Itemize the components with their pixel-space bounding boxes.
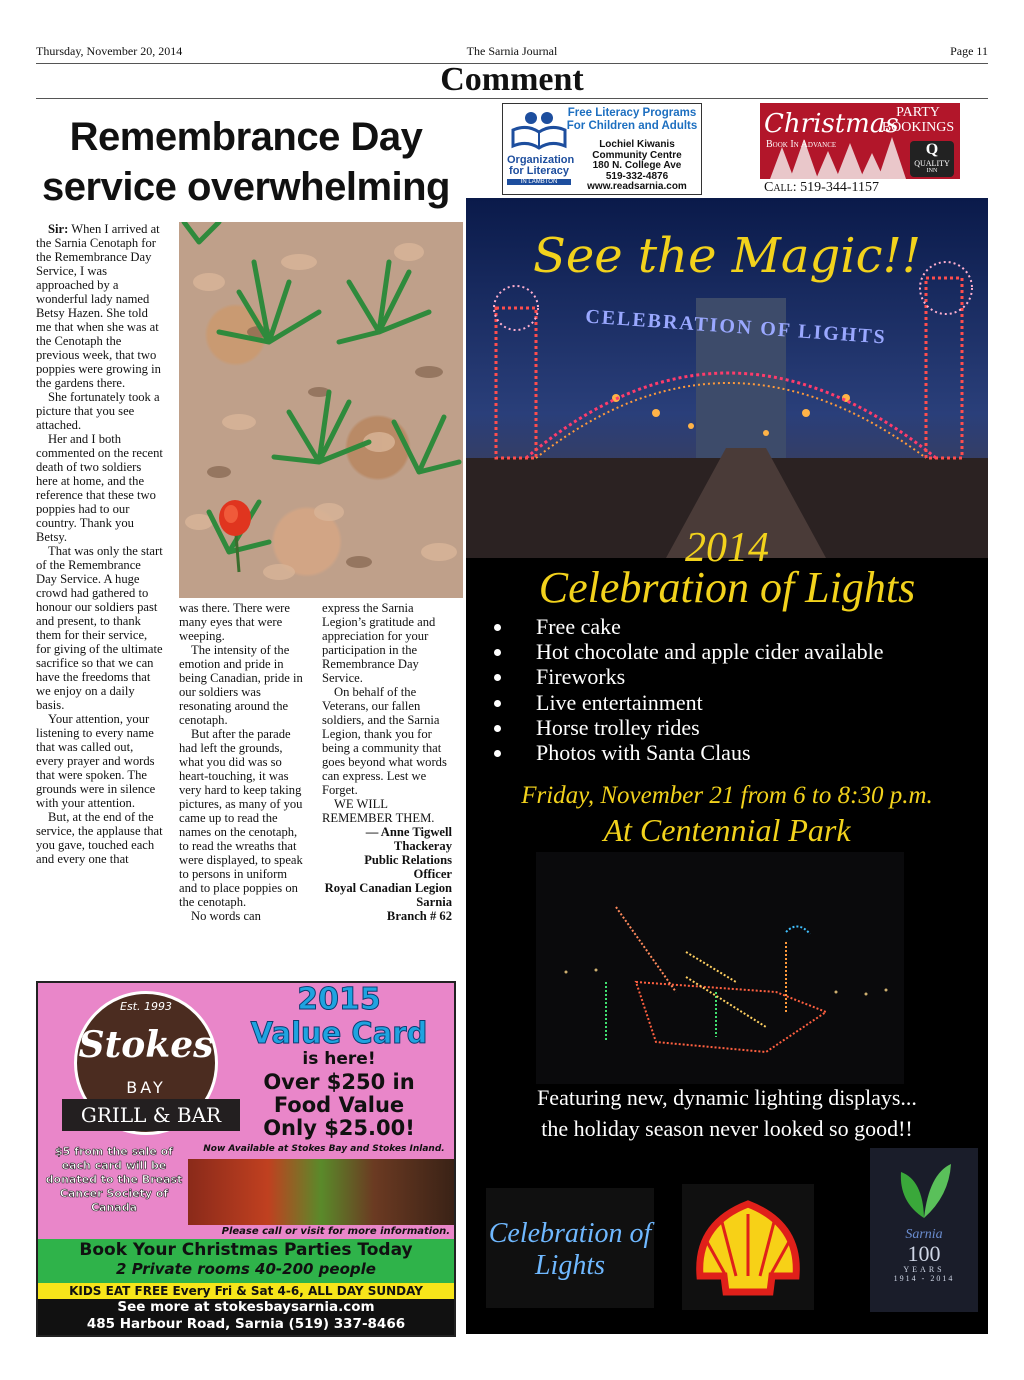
paragraph: When I arrived at the Sarnia Cenotaph for the Remembrance Day Service, I was approached by a wonderful lady named Betsy Hazen. She told me that when she was at the Cenotaph the previous week, that two poppies were growing in the gardens there. [36,222,161,390]
quality-inn-q-icon: Q [925,141,939,158]
christmas-phone: Call: 519-344-1157 [764,180,879,195]
section-rule [36,98,988,99]
offer-line: Over $250 in [263,1070,415,1094]
article-headline [36,112,456,212]
shell-icon [682,1184,814,1310]
party-bookings [878,105,958,135]
paragraph: express the Sarnia Legion’s gratitude and appreciation for your participation in the Remembrance Day Service. [322,601,436,685]
article-column-2 [179,601,307,923]
address-line: Lochiel Kiwanis [599,139,675,150]
arch-sign: CELEBRATION OF LIGHTS [584,305,888,349]
list-item: • Photos with Santa Claus [514,740,988,765]
kids-eat-free-banner: KIDS EAT FREE Every Fri & Sat 4-6, ALL DAY SUNDAY [38,1283,454,1299]
christmas-parties-banner [38,1239,454,1283]
value-card-year: 2015 [297,982,381,1017]
literacy-logo [507,108,575,190]
literacy-phone: 519-332-4876 [605,170,669,182]
list-item: • Fireworks [514,664,988,689]
section-title: Comment [440,61,584,98]
grill-and-bar-banner: GRILL & BAR [62,1099,240,1131]
feature-text [466,1082,988,1144]
address-line: Community Centre [592,149,682,161]
event-location: At Centennial Park [603,812,851,848]
literacy-website: www.readsarnia.com [587,181,687,192]
paragraph: No words can [191,909,261,923]
donation-note: $5 from the sale of each card will be donated to the Breast Cancer Society of Canada [45,1145,183,1214]
christmas-banner [760,103,960,179]
paragraph: Your attention, your listening to every name that was called out, every prayer and words that were spoken. The grounds were in silence with your attention. [36,712,156,810]
logo-line: for Literacy [509,165,569,177]
event-year: 2014 [685,525,769,571]
address-line: 180 N. College Ave [592,160,682,171]
logo-text: Celebration of Lights [488,1218,652,1281]
article-column-3 [322,601,452,923]
paragraph: was there. There were many eyes that were weeping. [179,601,290,643]
celebration-of-lights-logo [486,1188,654,1308]
event-name: Celebration of Lights [538,563,916,612]
list-item: • Horse trolley rides [514,715,988,740]
bookings-label: BOOKINGS [881,120,955,135]
signature-line: Branch # 62 [386,909,452,923]
list-item: • Live entertainment [514,690,988,715]
offer-line: Only $25.00! [263,1116,415,1140]
stokes-website: See more at stokesbaysarnia.com [117,1299,375,1315]
paragraph: WE WILL REMEMBER THEM. [322,797,435,825]
list-item: • Hot chocolate and apple cider available [514,639,988,664]
literacy-ad[interactable] [502,103,702,195]
poppies-photo-graphic [179,222,463,598]
paragraph: The intensity of the emotion and pride in being Canadian, pride in our soldiers was resonating around the cenotaph. [179,643,303,727]
rooms-line: 2 Private rooms 40-200 people [116,1260,376,1278]
headline-line-2: service overwhelming [42,165,450,209]
quality-inn-logo [910,141,954,177]
leaf-icon [879,1152,969,1222]
logo-text: 100 [907,1241,941,1266]
literacy-title-line: Free Literacy Programs [567,107,697,119]
stokes-address: 485 Harbour Road, Sarnia (519) 337-8466 [86,1316,406,1332]
logo-text: Sarnia [905,1227,943,1242]
stokes-est: Est. 1993 [120,1000,172,1013]
paragraph: That was only the start of the Remembrance Day Service. A huge crowd had gathered to honour our soldiers past and present, to thank them for their service, for giving of the ultimate sacrifice so that we can have the freedoms that we enjoy on a daily basis. [36,544,163,712]
offer-line: Food Value [273,1093,405,1117]
feature-line: the holiday season never looked so good!! [541,1116,913,1141]
event-features-list [490,614,988,765]
christmas-party-ad[interactable] [760,103,960,199]
signature-line: Public Relations [364,853,452,867]
more-info-note: Please call or visit for more information. [221,1226,450,1237]
signature-line: Thackeray [393,839,452,853]
stokes-bay-ad[interactable] [36,981,456,1337]
event-date: Friday, November 21 from 6 to 8:30 p.m. [521,782,933,809]
party-label: PARTY [896,105,940,120]
paragraph: Her and I both commented on the recent death of two soldiers here at home, and the reference that these two poppies had to our country. Thank you Betsy. [36,432,163,544]
list-item: • Free cake [514,614,988,639]
ship-light-display-photo [536,852,904,1084]
paragraph: But, at the end of the service, the applause that you gave, touched each and every one that [36,810,163,866]
shell-logo [682,1184,814,1310]
brand-line: QUALITY [914,159,950,168]
headline-line-1: Remembrance Day [69,115,423,159]
paper-name: The Sarnia Journal [466,44,558,58]
paragraph: On behalf of the Veterans, our fallen soldiers, and the Sarnia Legion, thank you for being a community that goes beyond what words can express. Lest we Forget. [322,685,447,797]
availability-note: Now Available at Stokes Bay and Stokes Inland. [203,1144,445,1154]
paragraph: But after the parade had left the grounds, what you did was so heart-touching, it was very hard to keep taking pictures, as many of you came up to read the names on the cenotaph, to read the wreaths that were displayed, to speak to persons in uniform and to place poppies on the cenotaph. [179,727,303,909]
celebration-of-lights-ad[interactable] [466,198,988,1334]
poppies-photo [179,222,463,598]
value-card-title: Value Card [250,1016,428,1050]
logo-text: 1914 - 2014 [893,1274,955,1283]
stokes-bay-word: BAY [126,1078,166,1097]
brand-line: INN [926,168,938,174]
signature [322,825,452,923]
literacy-address [577,140,697,193]
literacy-title-line: For Children and Adults [566,120,698,132]
stokes-contact [38,1299,454,1335]
signature-line: Officer [413,867,452,881]
parties-line: Book Your Christmas Parties Today [79,1240,413,1260]
food-photos [188,1159,454,1225]
signature-line: Royal Canadian Legion Sarnia [324,881,452,909]
feature-line: Featuring new, dynamic lighting displays... [537,1085,917,1110]
sarnia-100-logo [870,1148,978,1312]
literacy-title [565,107,699,133]
article-column-1 [36,222,164,866]
logo-line: IN LAMBTON [507,179,571,185]
logo-line: Organization [507,154,575,166]
logo-text: YEARS [903,1265,945,1274]
value-card-is-here: is here! [302,1049,376,1069]
issue-date: Thursday, November 20, 2014 [36,44,183,58]
signature-line: — Anne Tigwell [365,825,452,839]
open-book-icon [509,108,569,150]
magic-headline: See the Magic!! [532,228,922,284]
stokes-name: Stokes [78,1024,214,1066]
paragraph: She fortunately took a picture that you see attached. [36,390,160,432]
page-number: Page 11 [950,44,988,58]
value-card-offer [224,1071,454,1140]
book-in-advance: Book In Advance [766,139,837,150]
letter-salutation: Sir: [48,222,69,236]
christmas-title: Christmas [764,109,899,139]
